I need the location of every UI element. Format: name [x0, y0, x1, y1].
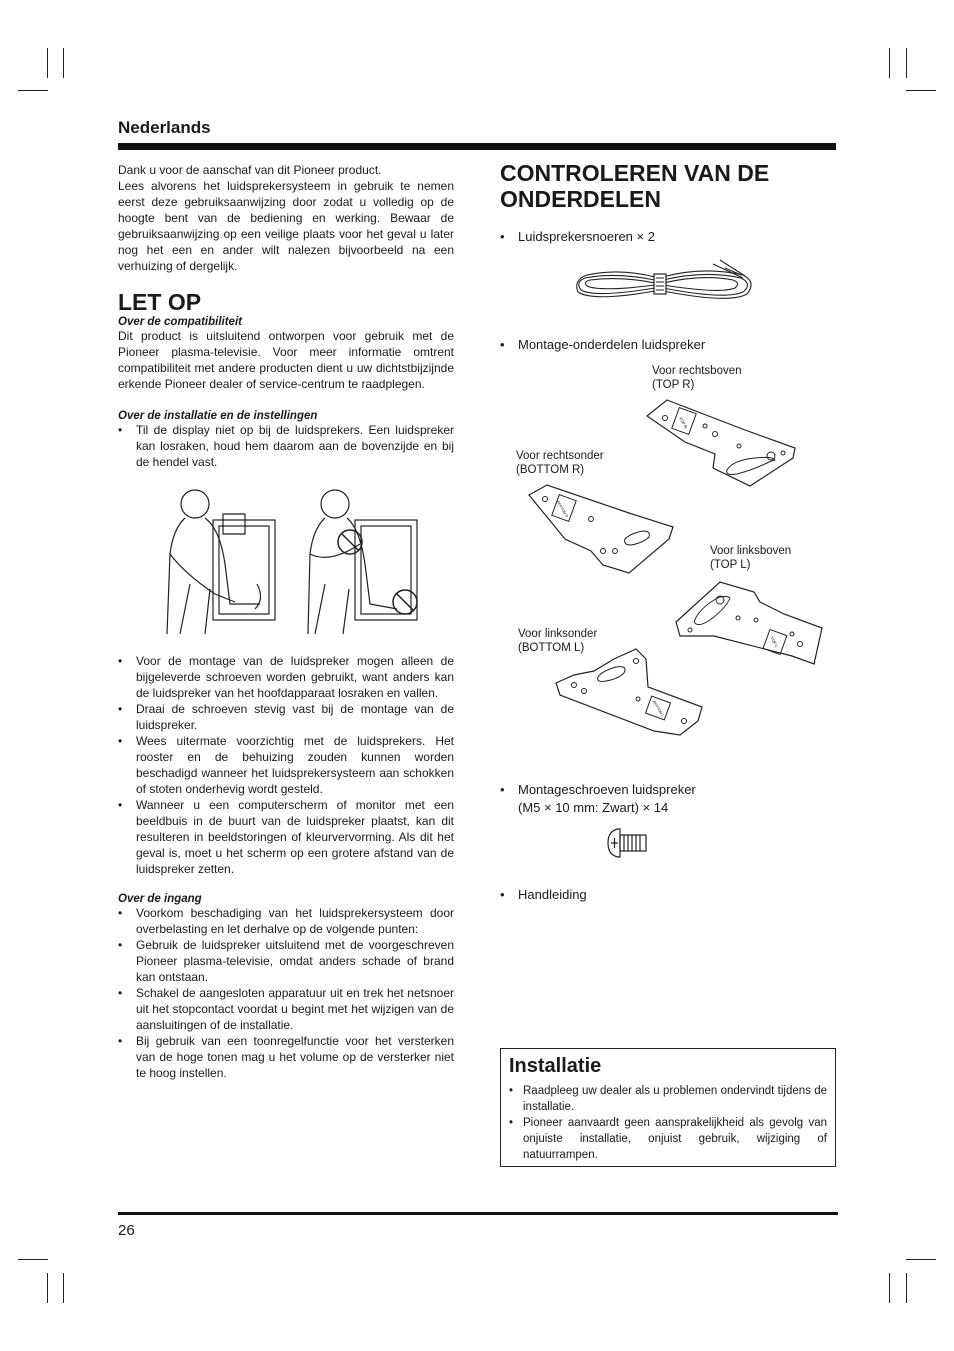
label-top-l — [710, 544, 791, 572]
install-settings-more — [118, 653, 454, 877]
crop-mark — [889, 48, 890, 78]
lifting-illustration — [165, 484, 430, 640]
list-item: • Luidsprekersnoeren × 2 — [500, 228, 830, 246]
crop-mark — [63, 48, 64, 78]
bracket-bottom-r-icon — [525, 483, 677, 575]
screws-line-1: • Montageschroeven luidspreker — [518, 782, 696, 797]
bracket-mark: TOP R — [678, 416, 689, 430]
label-bottom-r-line2: (BOTTOM R) — [516, 464, 585, 476]
parts-item-mount — [500, 336, 830, 354]
label-bottom-l-line2: (BOTTOM L) — [518, 642, 585, 654]
list-item: • Voor de montage van de luidspreker mogen alleen de bijgeleverde schroeven worden gebruikt, want anders kan de luidspreker van het hoofdapparaat losraken en vallen. — [118, 653, 454, 701]
compat-text: Dit product is uitsluitend ontworpen voor gebruik met de Pioneer plasma-televisie. Voor meer informatie omtrent compatibiliteit met andere producten dient u uw dichtstbijzijnde erkende Pioneer dealer of service-centrum te raadplegen. — [118, 329, 454, 391]
bracket-mark: BOTTOM L — [652, 700, 665, 718]
list-item: • Wanneer u een computerscherm of monitor met een beeldbuis in de buurt van de luidspreker plaatst, kan dit resulteren in beeldstoringen of kleurvervorming. Als dit het geval is, moet u het scherm op een grotere afstand van de luidspreker zetten. — [118, 797, 454, 877]
list-item: • Handleiding — [500, 886, 830, 904]
label-bottom-l-line1: Voor linksonder — [518, 628, 598, 640]
crop-mark — [906, 1273, 907, 1303]
crop-mark — [63, 1273, 64, 1303]
bracket-top-r-icon — [645, 398, 800, 490]
list-item: • Gebruik de luidspreker uitsluitend met de voorgeschreven Pioneer plasma-televisie, omdat anders schade of brand kan ontstaan. — [118, 937, 454, 985]
intro-text — [118, 162, 454, 274]
input-heading: Over de ingang — [118, 893, 202, 905]
installatie-list — [509, 1083, 827, 1163]
label-top-l-line2: (TOP L) — [710, 559, 751, 571]
bracket-bottom-l-icon — [554, 647, 704, 739]
speaker-cord-icon — [575, 258, 765, 310]
installatie-box — [500, 1048, 836, 1167]
header-rule — [118, 143, 836, 150]
parts-item-cords — [500, 228, 830, 246]
crop-mark — [906, 1259, 936, 1260]
install-settings-list — [118, 422, 454, 470]
parts-item-screws — [500, 781, 830, 817]
crop-mark — [47, 48, 48, 78]
crop-mark — [18, 1259, 48, 1260]
crop-mark — [889, 1273, 890, 1303]
label-top-l-line1: Voor linksboven — [710, 545, 792, 557]
let-op-title: LET OP — [118, 289, 202, 315]
install-settings-list-2 — [118, 653, 454, 877]
list-item — [500, 781, 830, 817]
label-bottom-r-line1: Voor rechtsonder — [516, 450, 604, 462]
list-item: • Bij gebruik van een toonregelfunctie voor het versterken van de hoge tonen mag u het volume op de versterker niet te hoog instellen. — [118, 1033, 454, 1081]
intro-line-2: Lees alvorens het luidsprekersysteem in gebruik te nemen eerst deze gebruiksaanwijzing door zodat u volledig op de hoogte bent van de bediening en werking. Bewaar de gebruiksaanwijzing op een veilige plaats voor het geval u later nog het een en ander wilt nalezen bijvoorbeeld na een verhuizing of dergelijk. — [118, 179, 454, 273]
install-settings-heading: Over de installatie en de instellingen — [118, 410, 318, 422]
parts-title: CONTROLEREN VAN DE ONDERDELEN — [500, 160, 770, 212]
input-list — [118, 905, 454, 1081]
list-item: • Schakel de aangesloten apparatuur uit en trek het netsnoer uit het stopcontact voordat u begint met het wijzigen van de aansluitingen of de installatie. — [118, 985, 454, 1033]
list-item: • Raadpleeg uw dealer als u problemen ondervindt tijdens de installatie. — [509, 1083, 827, 1115]
list-item: • Montage-onderdelen luidspreker — [500, 336, 830, 354]
label-bottom-r — [516, 449, 604, 477]
list-item: • Pioneer aanvaardt geen aansprakelijkheid als gevolg van onjuiste installatie, onjuist gebruik, wijziging of natuurrampen. — [509, 1115, 827, 1163]
bracket-mark: BOTTOM R — [556, 500, 569, 519]
list-item: • Draai de schroeven stevig vast bij de montage van de luidspreker. — [118, 701, 454, 733]
crop-mark — [18, 90, 48, 91]
label-top-r-line2: (TOP R) — [652, 379, 695, 391]
parts-item-manual — [500, 886, 830, 904]
label-top-r — [652, 364, 742, 392]
person-icon — [321, 490, 349, 518]
footer-rule — [118, 1212, 838, 1215]
label-top-r-line1: Voor rechtsboven — [652, 365, 742, 377]
crop-mark — [906, 48, 907, 78]
input-section — [118, 893, 454, 1081]
installatie-title: Installatie — [509, 1055, 602, 1077]
screws-line-2: (M5 × 10 mm: Zwart) × 14 — [518, 800, 669, 815]
language-heading: Nederlands — [118, 118, 211, 137]
compat-section — [118, 316, 454, 392]
install-settings-section — [118, 410, 454, 470]
list-item: • Til de display niet op bij de luidsprekers. Een luidspreker kan losraken, houd hem daarom aan de bovenzijde en bij de hendel vast. — [118, 422, 454, 470]
crop-mark — [906, 90, 936, 91]
person-icon — [181, 490, 209, 518]
crop-mark — [47, 1273, 48, 1303]
list-item: • Wees uitermate voorzichtig met de luidsprekers. Het rooster en de behuizing zouden kunnen worden beschadigd wanneer het luidsprekersysteem aan schokken of stoten onderhevig wordt gesteld. — [118, 733, 454, 797]
screw-icon — [606, 827, 648, 859]
list-item: • Voorkom beschadiging van het luidsprekersysteem door overbelasting en let derhalve op de volgende punten: — [118, 905, 454, 937]
compat-heading: Over de compatibiliteit — [118, 316, 242, 328]
bracket-mark: TOP L — [769, 635, 780, 649]
intro-line-1: Dank u voor de aanschaf van dit Pioneer product. — [118, 163, 382, 177]
page-number: 26 — [118, 1222, 135, 1239]
